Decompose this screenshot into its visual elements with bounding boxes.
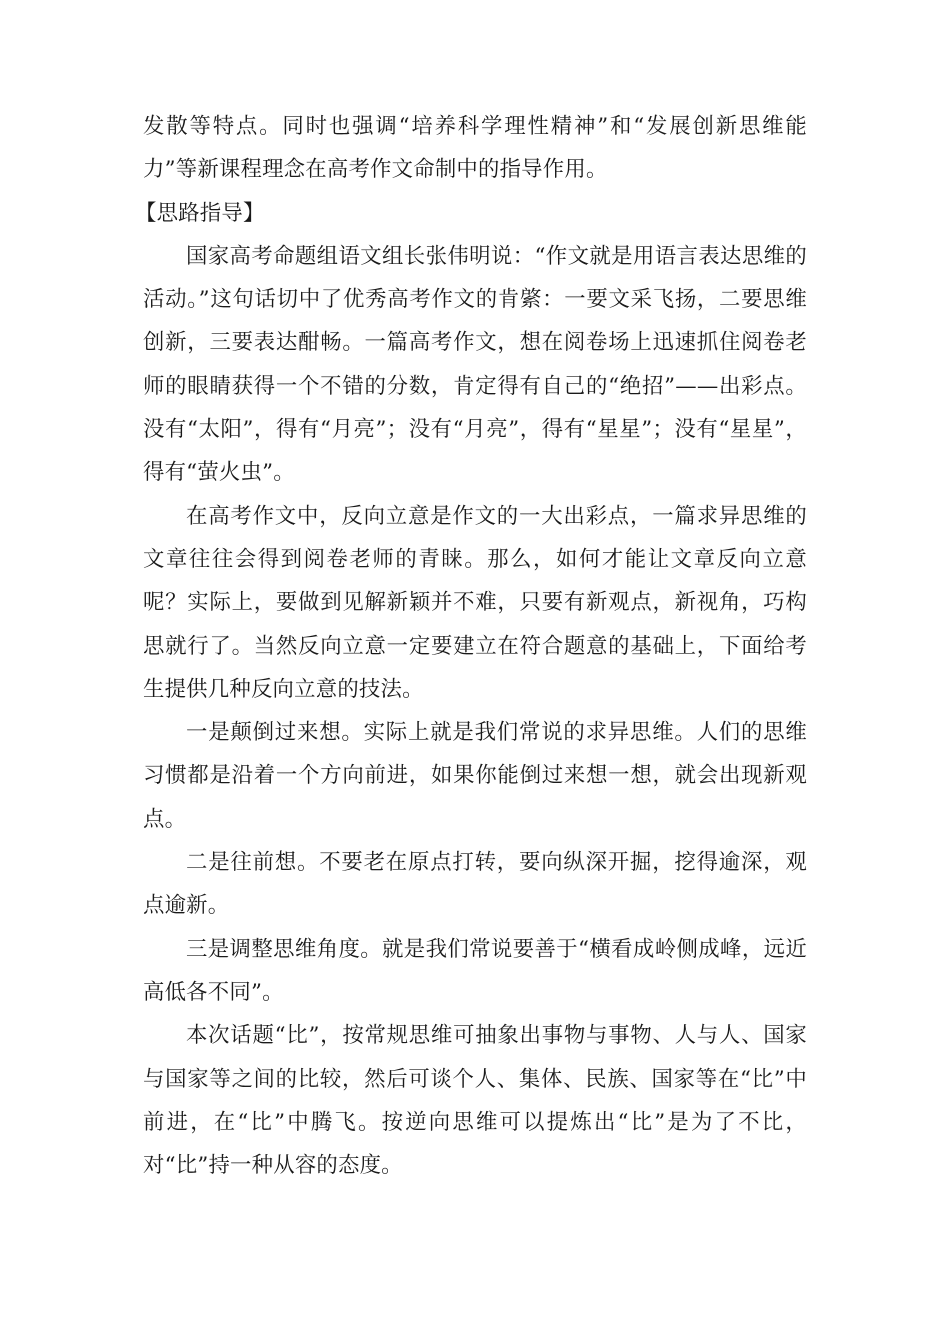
document-page xyxy=(135,105,807,1187)
paragraph-topic-bi: 本次话题“比”，按常规思维可抽象出事物与事物、人与人、国家与国家等之间的比较，然后可谈个人、集体、民族、国家等在“比”中前进，在“比”中腾飞。按逆向思维可以提炼出“比”是为了不比，对“比”持一种从容的态度。 xyxy=(143,1023,807,1179)
section-heading: 【思路指导】 xyxy=(135,200,265,226)
paragraph-quote-zhang: 国家高考命题组语文组长张伟明说：“作文就是用语言表达思维的活动。”这句话切中了优秀高考作文的肯綮：一要文采飞扬，二要思维创新，三要表达酣畅。一篇高考作文，想在阅卷场上迅速抓住阅卷老师的眼睛获得一个不错的分数，肯定得有自己的“绝招”——出彩点。没有“太阳”，得有“月亮”；没有“月亮”，得有“星星”；没有“星星”，得有“萤火虫”。 xyxy=(143,243,807,486)
paragraph-intro-continuation: 发散等特点。同时也强调“培养科学理性精神”和“发展创新思维能力”等新课程理念在高考作文命制中的指导作用。 xyxy=(143,114,807,183)
paragraph-method-two: 二是往前想。不要老在原点打转，要向纵深开掘，挖得逾深，观点逾新。 xyxy=(143,850,807,919)
paragraph-method-three: 三是调整思维角度。就是我们常说要善于“横看成岭侧成峰，远近高低各不同”。 xyxy=(143,936,807,1005)
paragraph-method-one: 一是颠倒过来想。实际上就是我们常说的求异思维。人们的思维习惯都是沿着一个方向前进，如果你能倒过来想一想，就会出现新观点。 xyxy=(143,720,807,832)
paragraph-reverse-intro: 在高考作文中，反向立意是作文的一大出彩点，一篇求异思维的文章往往会得到阅卷老师的青睐。那么，如何才能让文章反向立意呢？实际上，要做到见解新颖并不难，只要有新观点，新视角，巧构思就行了。当然反向立意一定要建立在符合题意的基础上，下面给考生提供几种反向立意的技法。 xyxy=(143,503,807,702)
